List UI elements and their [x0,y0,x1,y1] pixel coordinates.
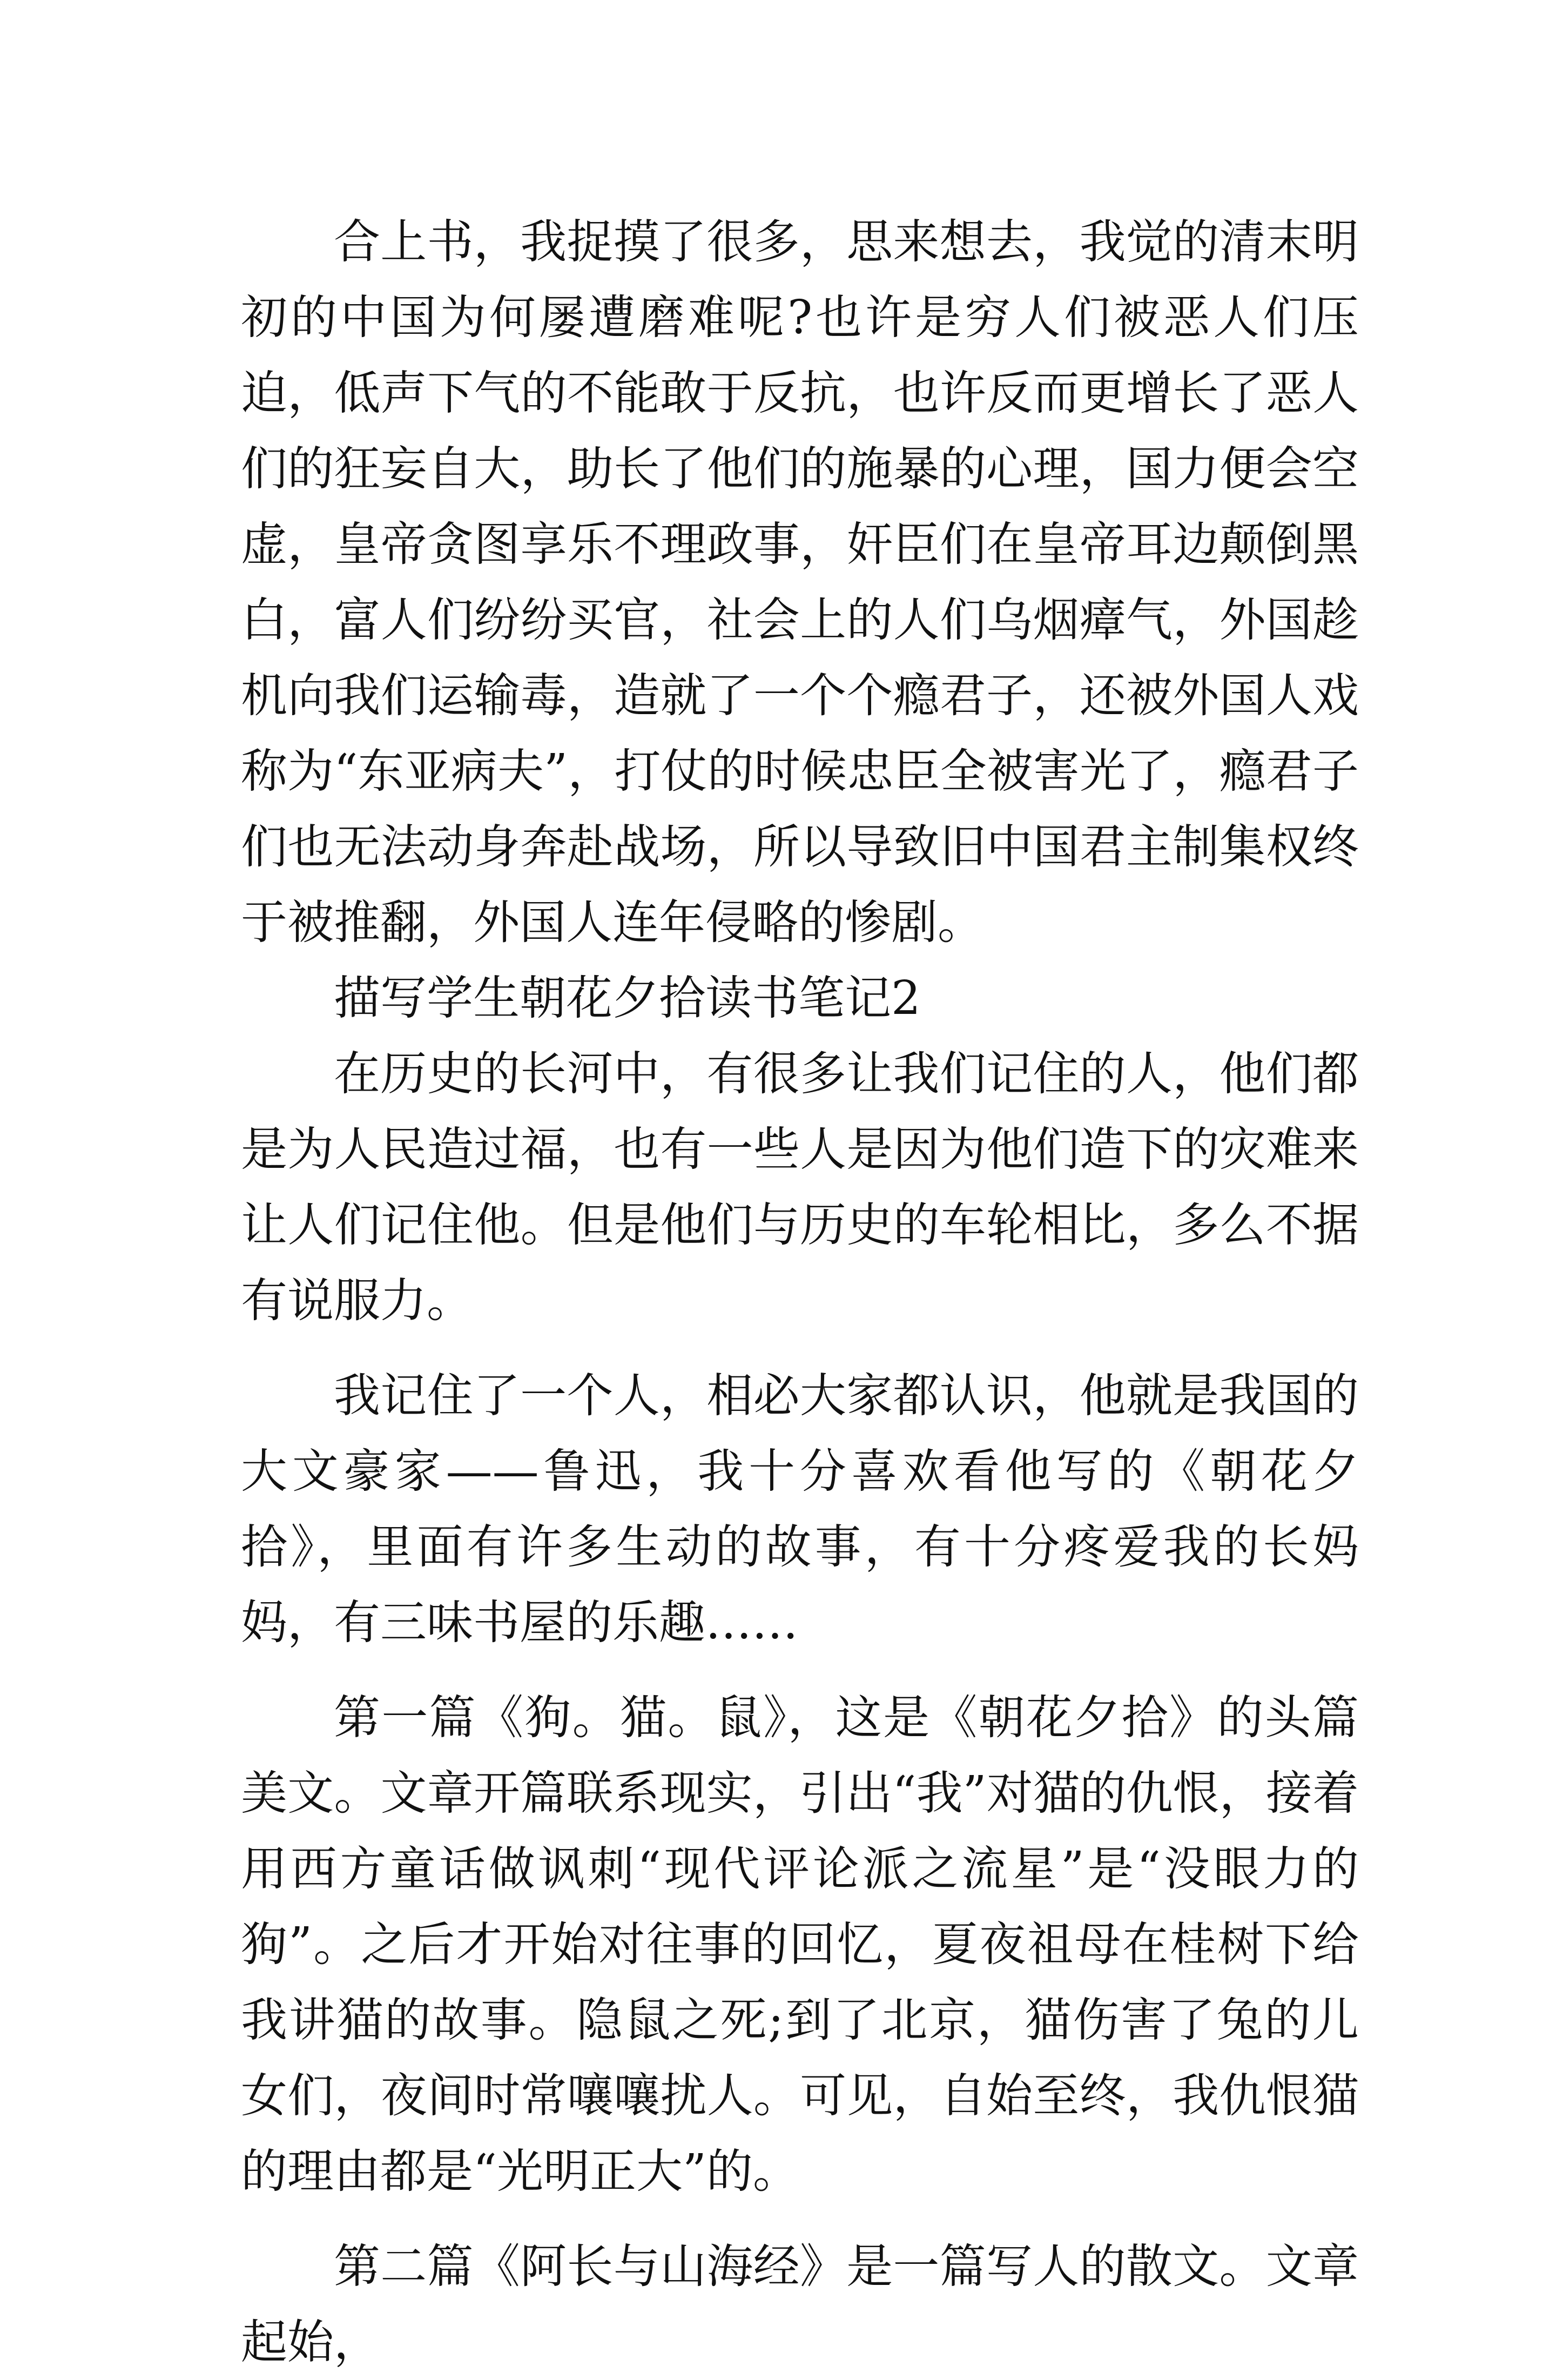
section-heading: 描写学生朝花夕拾读书笔记2 [334,971,921,1025]
paragraph-conclusion: 合上书，我捉摸了很多，思来想去，我觉的清末明初的中国为何屡遭磨难呢?也许是穷人们被恶人们压迫，低声下气的不能敢于反抗，也许反而更增长了恶人们的狂妄自大，助长了他们的施暴的心理，国力便会空虚，皇帝贪图享乐不理政事，奸臣们在皇帝耳边颠倒黑白，富人们纷纷买官，社会上的人们乌烟瘴气，外国趁机向我们运输毒，造就了一个个瘾君子，还被外国人戏称为“东亚病夫”，打仗的时候忠臣全被害光了，瘾君子们也无法动身奔赴战场，所以导致旧中国君主制集权终于被推翻，外国人连年侵略的惨剧。 [241,215,1359,950]
paragraph-ah-chang: 第二篇《阿长与山海经》是一篇写人的散文。文章起始， [241,2240,1359,2369]
paragraph-history: 在历史的长河中，有很多让我们记住的人，他们都是为人民造过福，也有一些人是因为他们造下的灾难来让人们记住他。但是他们与历史的车轮相比，多么不据有说服力。 [241,1047,1359,1328]
paragraph-luxun: 我记住了一个人，相必大家都认识，他就是我国的大文豪家——鲁迅，我十分喜欢看他写的《朝花夕拾》，里面有许多生动的故事，有十分疼爱我的长妈妈，有三味书屋的乐趣…… [241,1369,1359,1650]
document-body [241,204,1359,2380]
paragraph-dog-cat-mouse: 第一篇《狗。猫。鼠》，这是《朝花夕拾》的头篇美文。文章开篇联系现实，引出“我”对猫的仇恨，接着用西方童话做讽刺“现代评论派之流星”是“没眼力的狗”。之后才开始对往事的回忆，夏夜祖母在桂树下给我讲猫的故事。隐鼠之死;到了北京，猫伤害了兔的儿女们，夜间时常嚷嚷扰人。可见，自始至终，我仇恨猫的理由都是“光明正大”的。 [241,1691,1359,2199]
